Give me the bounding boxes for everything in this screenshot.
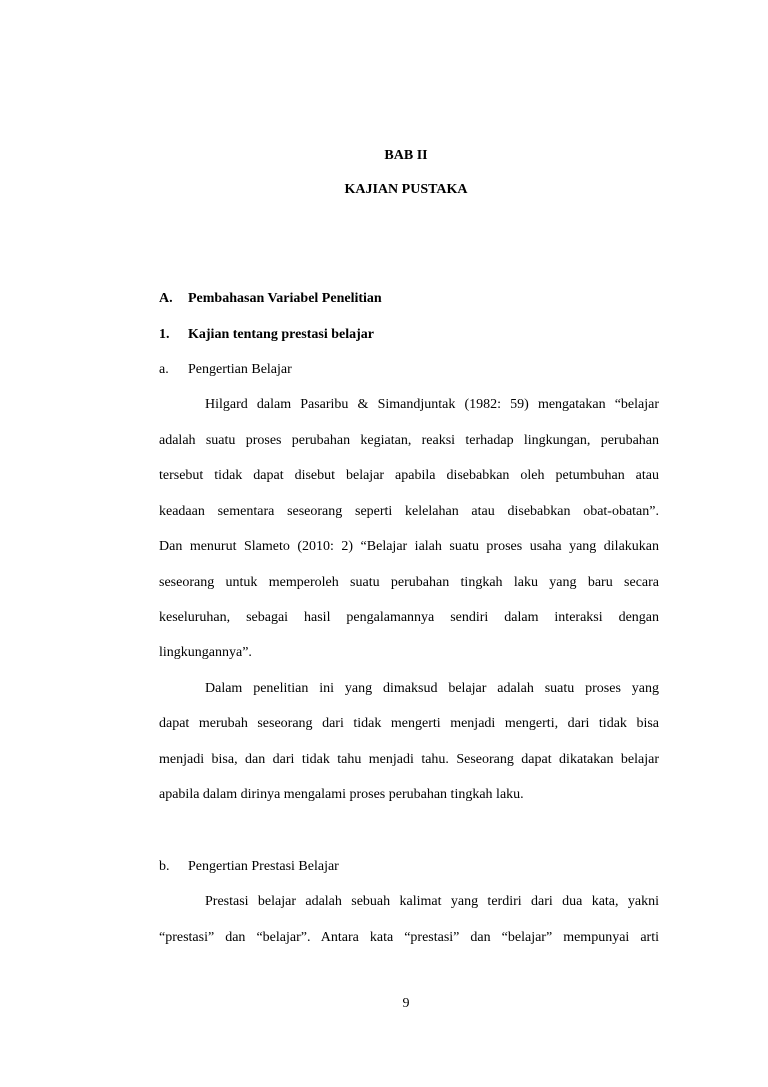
subsubsection-heading-a — [159, 361, 292, 379]
paragraph-line: Prestasi belajar adalah sebuah kalimat yang terdiri dari dua kata, yakni — [205, 894, 659, 909]
paragraph-line: keadaan sementara seseorang seperti kelelahan atau disebabkan obat-obatan”. — [159, 504, 659, 519]
paragraph-line: Hilgard dalam Pasaribu & Simandjuntak (1982: 59) mengatakan “belajar — [205, 397, 659, 412]
paragraph-line: Dan menurut Slameto (2010: 2) “Belajar ialah suatu proses usaha yang dilakukan — [159, 539, 659, 554]
subsection-number: 1. — [159, 327, 170, 342]
section-heading-a — [159, 290, 382, 308]
subsection-title: Kajian tentang prestasi belajar — [188, 327, 375, 342]
paragraph-line: tersebut tidak dapat disebut belajar apabila disebabkan oleh petumbuhan atau — [159, 468, 659, 483]
paragraph-line: adalah suatu proses perubahan kegiatan, reaksi terhadap lingkungan, perubahan — [159, 433, 659, 448]
paragraph-line: lingkungannya”. — [159, 645, 252, 660]
subsubsection-title: Pengertian Prestasi Belajar — [188, 859, 339, 874]
subsubsection-title: Pengertian Belajar — [188, 362, 292, 377]
subsection-heading-1 — [159, 326, 374, 344]
section-title: Pembahasan Variabel Penelitian — [188, 291, 382, 306]
paragraph-line: seseorang untuk memperoleh suatu perubahan tingkah laku yang baru secara — [159, 575, 659, 590]
paragraph-line: keseluruhan, sebagai hasil pengalamannya sendiri dalam interaksi dengan — [159, 610, 659, 625]
subsubsection-number: a. — [159, 362, 169, 377]
paragraph-line: apabila dalam dirinya mengalami proses perubahan tingkah laku. — [159, 787, 524, 802]
subsubsection-number: b. — [159, 859, 170, 874]
paragraph-line: Dalam penelitian ini yang dimaksud belajar adalah suatu proses yang — [205, 681, 659, 696]
paragraph-line: dapat merubah seseorang dari tidak mengerti menjadi mengerti, dari tidak bisa — [159, 716, 659, 731]
paragraph-line: “prestasi” dan “belajar”. Antara kata “prestasi” dan “belajar” mempunyai arti — [159, 930, 659, 945]
subsubsection-heading-b — [159, 858, 339, 876]
chapter-label: BAB II — [384, 148, 428, 163]
paragraph-line: menjadi bisa, dan dari tidak tahu menjadi tahu. Seseorang dapat dikatakan belajar — [159, 752, 659, 767]
page-number: 9 — [402, 996, 410, 1011]
chapter-title: KAJIAN PUSTAKA — [344, 182, 468, 197]
section-number: A. — [159, 291, 173, 306]
